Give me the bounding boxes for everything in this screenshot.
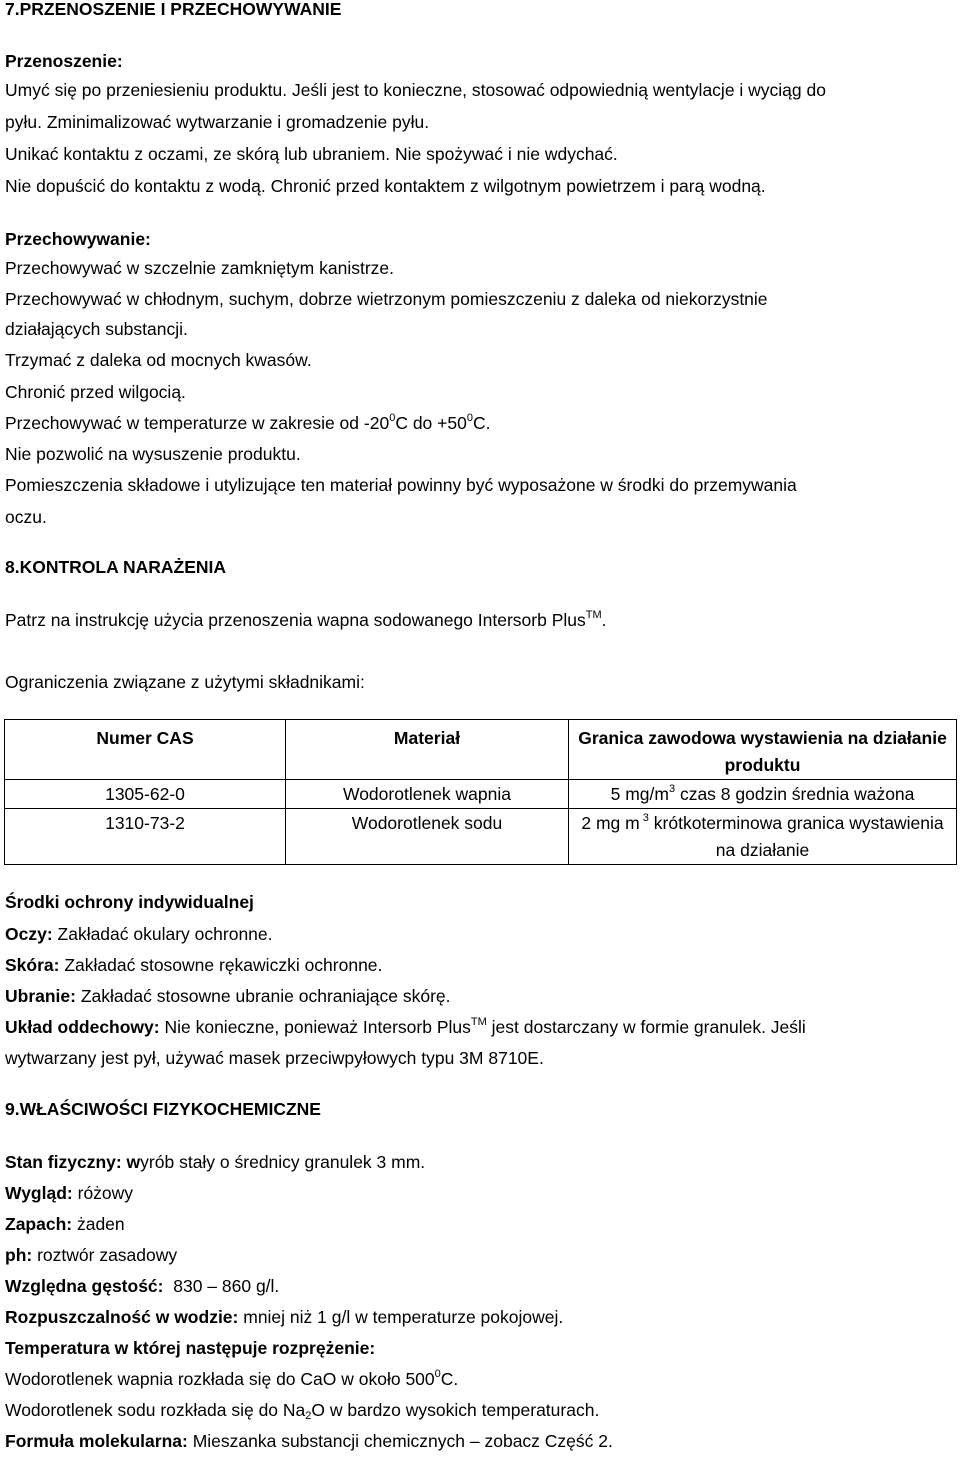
handling-label: Przenoszenie: xyxy=(5,51,123,71)
storage-line: Chronić przed wilgocią. xyxy=(5,382,186,402)
handling-line: pyłu. Zminimalizować wytwarzanie i gromadzenie pyłu. xyxy=(5,112,430,132)
storage-line: Nie pozwolić na wysuszenie produktu. xyxy=(5,444,301,464)
storage-temperature-line: Przechowywać w temperaturze w zakresie od $-20^0C$ do $+50^0C$. xyxy=(5,412,491,433)
header-limit: Granica zawodowa wystawienia na działanie produktu xyxy=(569,720,957,780)
storage-line: Przechowywać w szczelnie zamkniętym kanistrze. xyxy=(5,258,395,278)
prop-formula: Formuła molekularna: Mieszanka substancji chemicznych – zobacz Część 2. xyxy=(5,1431,613,1451)
cell-limit: 2 mg m $^3$ krótkoterminowa granica wystawienia na działanie xyxy=(569,809,957,865)
prop-density: Względna gęstość: 830 – 860 g/l. xyxy=(5,1276,280,1296)
storage-label: Przechowywanie: xyxy=(5,229,151,249)
header-material: Materiał xyxy=(286,720,569,780)
prop-decomposition-line: Wodorotlenek sodu rozkłada się do $Na_2O$ w bardzo wysokich temperaturach. xyxy=(5,1400,600,1422)
ppe-skin: Skóra: Zakładać stosowne rękawiczki ochronne. xyxy=(5,955,383,975)
cell-material: Wodorotlenek sodu xyxy=(286,809,569,865)
storage-line: Przechowywać w chłodnym, suchym, dobrze wietrzonym pomieszczeniu z daleka od niekorzystnie xyxy=(5,289,768,309)
storage-line: Trzymać z daleka od mocnych kwasów. xyxy=(5,350,312,370)
handling-line: Unikać kontaktu z oczami, ze skórą lub ubraniem. Nie spożywać i nie wdychać. xyxy=(5,144,618,164)
exposure-limits-table xyxy=(4,719,957,865)
prop-decomposition-line: Wodorotlenek wapnia rozkłada się do CaO w około $500^0C$. xyxy=(5,1368,459,1389)
handling-line: Nie dopuścić do kontaktu z wodą. Chronić przed kontaktem z wilgotnym powietrzem i parą wodną. xyxy=(5,176,766,196)
table-header-row xyxy=(5,720,957,780)
section-8-heading: 8.KONTROLA NARAŻENIA xyxy=(5,557,227,577)
storage-line: działających substancji. xyxy=(5,319,188,339)
table-row xyxy=(5,809,957,865)
ppe-clothing: Ubranie: Zakładać stosowne ubranie ochraniające skórę. xyxy=(5,986,451,1006)
table-row xyxy=(5,780,957,809)
cell-cas: 1310-73-2 xyxy=(5,809,286,865)
ppe-respiratory-line: wytwarzany jest pył, używać masek przeciwpyłowych typu 3M 8710E. xyxy=(5,1048,544,1068)
prop-decomposition-label: Temperatura w której następuje rozprężenie: xyxy=(5,1338,376,1358)
cell-limit: 5 $mg/m^3$ czas 8 godzin średnia ważona xyxy=(569,780,957,809)
cell-material: Wodorotlenek wapnia xyxy=(286,780,569,809)
cell-cas: 1305-62-0 xyxy=(5,780,286,809)
prop-appearance: Wygląd: różowy xyxy=(5,1183,134,1203)
ppe-respiratory: Układ oddechowy: Nie konieczne, ponieważ Intersorb Plus™ jest dostarczany w formie granulek. Jeśli xyxy=(5,1016,806,1037)
storage-line: Pomieszczenia składowe i utylizujące ten materiał powinny być wyposażone w środki do przemywania xyxy=(5,475,797,495)
prop-odor: Zapach: żaden xyxy=(5,1214,125,1234)
prop-state: Stan fizyczny: wyrób stały o średnicy granulek 3 mm. xyxy=(5,1152,426,1172)
ppe-eyes: Oczy: Zakładać okulary ochronne. xyxy=(5,924,273,944)
storage-line: oczu. xyxy=(5,507,47,527)
prop-ph: ph: roztwór zasadowy xyxy=(5,1245,178,1265)
section-7-heading: 7.PRZENOSZENIE I PRZECHOWYWANIE xyxy=(5,0,342,19)
prop-solubility: Rozpuszczalność w wodzie: mniej niż 1 g/l w temperaturze pokojowej. xyxy=(5,1307,564,1327)
ppe-heading: Środki ochrony indywidualnej xyxy=(5,892,254,912)
reference-line: Patrz na instrukcję użycia przenoszenia wapna sodowanego Intersorb Plus™. xyxy=(5,609,607,630)
limits-label: Ograniczenia związane z użytymi składnikami: xyxy=(5,672,365,692)
handling-line: Umyć się po przeniesieniu produktu. Jeśli jest to konieczne, stosować odpowiednią wentylacje i wyciąg do xyxy=(5,80,826,100)
header-cas: Numer CAS xyxy=(5,720,286,780)
section-9-heading: 9.WŁAŚCIWOŚCI FIZYKOCHEMICZNE xyxy=(5,1099,321,1119)
